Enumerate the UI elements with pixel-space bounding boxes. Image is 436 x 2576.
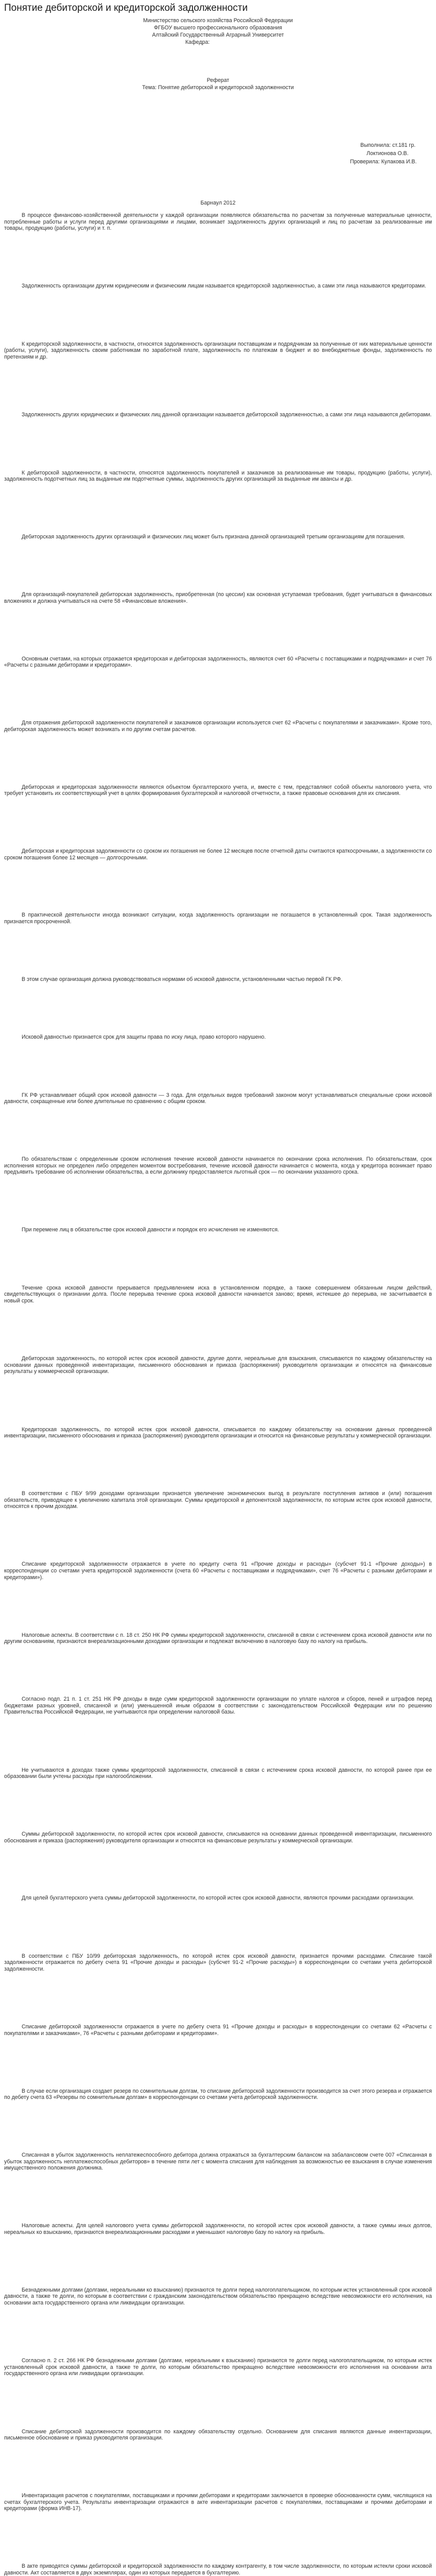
- university-line: Алтайский Государственный Аграрный Университет: [152, 32, 284, 38]
- body-paragraph: Дебиторская задолженность, по которой истек срок исковой давности, другие долги, нереальные для взыскания, списываются по каждому обязательству на основании данных проведенной инвентаризации, письменного обоснования и приказа (распоряжения) руководителя организации и относятся на финансовые результаты у коммерческой организации.: [4, 1355, 432, 1375]
- city-year-line: Барнаул 2012: [200, 200, 236, 206]
- department-line: Кафедра:: [185, 39, 210, 45]
- doc-type-heading: Реферат: [206, 77, 230, 83]
- body-paragraph: Течение срока исковой давности прерывается предъявлением иска в установленном порядке, а также совершением обязанным лицом действий, свидетельствующих о признании долга. После перерыва течение срока исковой давности начинается заново; время, истекшее до перерыва, не засчитывается в новый срок.: [4, 1284, 432, 1304]
- body-paragraph: Основным счетами, на которых отражается кредиторская и дебиторская задолженность, являются счет 60 «Расчеты с поставщиками и подрядчиками» и счет 76 «Расчеты с разными дебиторами и кредиторами».: [4, 655, 432, 669]
- body-paragraph: В этом случае организация должна руководствоваться нормами об исковой давности, установленными частью первой ГК РФ.: [22, 976, 343, 982]
- body-paragraph: Дебиторская задолженность других организаций и физических лиц может быть признана данной организацией третьим организациям для погашения.: [22, 534, 405, 540]
- body-paragraph: В случае если организация создает резерв по сомнительным долгам, то списание дебиторской задолженности производится за счет этого резерва и отражается по дебету счета 63 «Резервы по сомнительным долгам» в корреспонденции со счетами учета дебиторской задолженности.: [4, 2088, 432, 2101]
- body-paragraph: Не учитываются в доходах также суммы кредиторской задолженности, списанной в связи с истечением срока исковой давности, по которой ранее при ее образовании были учтены расходы при налогообложении.: [4, 1767, 432, 1780]
- body-paragraph: При перемене лиц в обязательстве срок исковой давности и порядок его исчисления не изменяются.: [22, 1227, 280, 1233]
- body-paragraph: Списание дебиторской задолженности производится по каждому обязательству отдельно. Основанием для списания являются данные инвентаризации, письменное обоснование и приказ руководителя организации.: [4, 2428, 432, 2442]
- body-paragraph: К дебиторской задолженности, в частности, относятся задолженность покупателей и заказчиков за реализованные им товары, продукцию (работы, услуги), задолженность подотчетных лиц за выданные им подотчетные суммы, задолженность других организаций за выданные им авансы и др.: [4, 469, 432, 483]
- body-paragraph: В соответствии с ПБУ 10/99 дебиторская задолженность, по которой истек срок исковой давности, признается прочими расходами. Списание такой задолженности отражается по дебету счета 91 «Прочие доходы и расходы» (субсчет 91-2 «Прочие расходы») в корреспонденции со счетами учета дебиторской задолженности.: [4, 1953, 432, 1972]
- checker-line: Проверила: Кулакова И.В.: [350, 159, 417, 165]
- institution-type-line: ФГБОУ высшего профессионального образования: [153, 25, 283, 31]
- body-paragraph: По обязательствам с определенным сроком исполнения течение исковой давности начинается по окончании срока исполнения. По обязательствам, срок исполнения которых не определен либо определен моментом востребования, течение исковой давности начинается с момента, когда у кредитора возникает право предъявить требование об исполнении обязательства, а если должнику предоставляется льготный срок — по окончании указанного срока.: [4, 1156, 432, 1176]
- body-paragraph: Исковой давностью признается срок для защиты права по иску лица, право которого нарушено.: [22, 1034, 266, 1041]
- ministry-line: Министерство сельского хозяйства Российской Федерации: [143, 18, 293, 24]
- body-paragraph: В соответствии с ПБУ 9/99 доходами организации признается увеличение экономических выгод в результате поступления активов и (или) погашения обязательств, приводящее к увеличению капитала этой организации. Суммы кредиторской и депонентской задолженности, по которым истек срок исковой давности, относятся к прочим доходам.: [4, 1490, 432, 1510]
- student-name: Локтионова О.В.: [367, 150, 409, 157]
- body-paragraph: Безнадежными долгами (долгами, нереальными ко взысканию) признаются те долги перед налогоплательщиком, по которым истек установленный срок исковой давности, а также те долги, по которым в соответствии с гражданским законодательством обязательство прекращено вследствие невозможности его исполнения, на основании акта государственного органа или ликвидации организации.: [4, 2286, 432, 2306]
- body-paragraph: Согласно подп. 21 п. 1 ст. 251 НК РФ доходы в виде сумм кредиторской задолженности организации по уплате налогов и сборов, пеней и штрафов перед бюджетами разных уровней, списанной и (или) уменьшенной иным образом в соответствии с законодательством Российской Федерации или по решению Правительства Российской Федерации, не учитываются при определении налоговой базы.: [4, 1696, 432, 1716]
- performer-line: Выполнила: ст.181 гр.: [360, 142, 416, 148]
- page-title: Понятие дебиторской и кредиторской задолженности: [4, 3, 248, 13]
- body-paragraph: Списанная в убыток задолженность неплатежеспособного дебитора должна отражаться за бухгалтерским балансом на забалансовом счете 007 «Списанная в убыток задолженность неплатежеспособных дебиторов» в течение пяти лет с момента списания для наблюдения за возможностью ее взыскания в случае изменения имущественного положения должника.: [4, 2152, 432, 2172]
- body-paragraph: Дебиторская и кредиторская задолженности являются объектом бухгалтерского учета, и, вместе с тем, представляют собой объекты налогового учета, что требует установить их соответствующий учет в целях формирования бухгалтерской и налоговой отчетности, а также правовые основания для их списания.: [4, 784, 432, 797]
- body-paragraph: Для целей бухгалтерского учета суммы дебиторской задолженности, по которой истек срок исковой давности, являются прочими расходами организации.: [22, 1895, 414, 1902]
- body-paragraph: Списание кредиторской задолженности отражается в учете по кредиту счета 91 «Прочие доходы и расходы» (субсчет 91-1 «Прочие доходы») в корреспонденции со счетами учета кредиторской задолженности (счета 60 «Расчеты с поставщиками и подрядчиками», счет 76 «Расчеты с разными дебиторами и кредиторами»).: [4, 1561, 432, 1581]
- body-paragraph: В процессе финансово-хозяйственной деятельности у каждой организации появляются обязательства по расчетам за полученные материальные ценности, потребленные работы и услуги перед другими организациями и лицами, возникает задолженность других организаций и лиц по расчетам за реализованные им товары, продукцию (работы, услуги) и т. п.: [4, 212, 432, 232]
- body-paragraph: Кредиторская задолженность, по которой истек срок исковой давности, списывается по каждому обязательству на основании данных проведенной инвентаризации, письменного обоснования и приказа (распоряжения) руководителя организации и относится на финансовые результаты у коммерческой организации.: [4, 1426, 432, 1439]
- body-paragraph: Дебиторская и кредиторская задолженности со сроком их погашения не более 12 месяцев после отчетной даты считаются краткосрочными, а задолженности со сроком погашения более 12 месяцев — долгосрочными.: [4, 848, 432, 861]
- body-paragraph: Для отражения дебиторской задолженности покупателей и заказчиков организации используется счет 62 «Расчеты с покупателями и заказчиками». Кроме того, дебиторская задолженность может возникать и по другим счетам расчетов.: [4, 720, 432, 733]
- body-paragraph: Налоговые аспекты. В соответствии с п. 18 ст. 250 НК РФ суммы кредиторской задолженности, списанной в связи с истечением срока исковой давности или по другим основаниям, признаются внереализационными доходами организации и подлежат включению в налоговую базу по налогу на прибыль.: [4, 1632, 432, 1645]
- topic-line: Тема: Понятие дебиторской и кредиторской задолженности: [142, 84, 294, 91]
- body-paragraph: Задолженность других юридических и физических лиц данной организации называется дебиторской задолженностью, а сами эти лица называются дебиторами.: [22, 412, 432, 418]
- body-paragraph: Инвентаризация расчетов с покупателями, поставщиками и прочими дебиторами и кредиторами заключается в проверке обоснованности сумм, числящихся на счетах бухгалтерского учета. Результаты инвентаризации отражаются в акте инвентаризации расчетов с покупателями, поставщиками и прочими дебиторами и кредиторами (форма ИНВ-17).: [4, 2493, 432, 2512]
- body-paragraph: Налоговые аспекты. Для целей налогового учета суммы дебиторской задолженности, по которой истек срок исковой давности, а также суммы иных долгов, нереальных ко взысканию, признаются внереализационными расходами и уменьшают налоговую базу по налогу на прибыль.: [4, 2223, 432, 2235]
- body-paragraph: Для организаций-покупателей дебиторская задолженность, приобретенная (по цессии) как основная уступаемая требования, будет учитываться в финансовых вложениях и должна учитываться на счете 58 «Финансовые вложения».: [4, 591, 432, 604]
- body-paragraph: К кредиторской задолженности, в частности, относятся задолженность организации поставщикам и подрядчикам за полученные от них материальные ценности (работы, услуги), задолженность своим работникам по заработной плате, задолженность по платежам в бюджет и во внебюджетные фонды, задолженность по претензиям и др.: [4, 341, 432, 360]
- body-paragraph: В практической деятельности иногда возникают ситуации, когда задолженность организации не погашается в установленный срок. Такая задолженность признается просроченной.: [4, 912, 432, 925]
- body-paragraph: В акте приводятся суммы дебиторской и кредиторской задолженности по каждому контрагенту, в том числе задолженности, по которым истекли сроки исковой давности. Акт составляется в двух экземплярах, один из которых передается в бухгалтерию.: [4, 2563, 432, 2576]
- body-paragraph: Списание дебиторской задолженности отражается в учете по дебету счета 91 «Прочие доходы и расходы» в корреспонденции со счетами 62 «Расчеты с покупателями и заказчиками», 76 «Расчеты с разными дебиторами и кредиторами».: [4, 2024, 432, 2037]
- body-paragraph: Суммы дебиторской задолженности, по которой истек срок исковой давности, списываются на основании данных проведенной инвентаризации, письменного обоснования и приказа (распоряжения) руководителя организации и относятся на финансовые результаты у коммерческой организации.: [4, 1831, 432, 1844]
- body-paragraph: Согласно п. 2 ст. 266 НК РФ безнадежными долгами (долгами, нереальными к взысканию) признаются те долги перед налогоплательщиком, по которым истек установленный срок исковой давности, а также те долги, по которым обязательство прекращено вследствие невозможности его исполнения на основании акта государственного органа или ликвидации организации.: [4, 2358, 432, 2377]
- body-paragraph: Задолженность организации другим юридическим и физическим лицам называется кредиторской задолженностью, а сами эти лица называются кредиторами.: [22, 283, 426, 290]
- body-paragraph: ГК РФ устанавливает общий срок исковой давности — 3 года. Для отдельных видов требований законом могут устанавливаться специальные сроки исковой давности, сокращенные или более длительные по сравнению с общим сроком.: [4, 1092, 432, 1105]
